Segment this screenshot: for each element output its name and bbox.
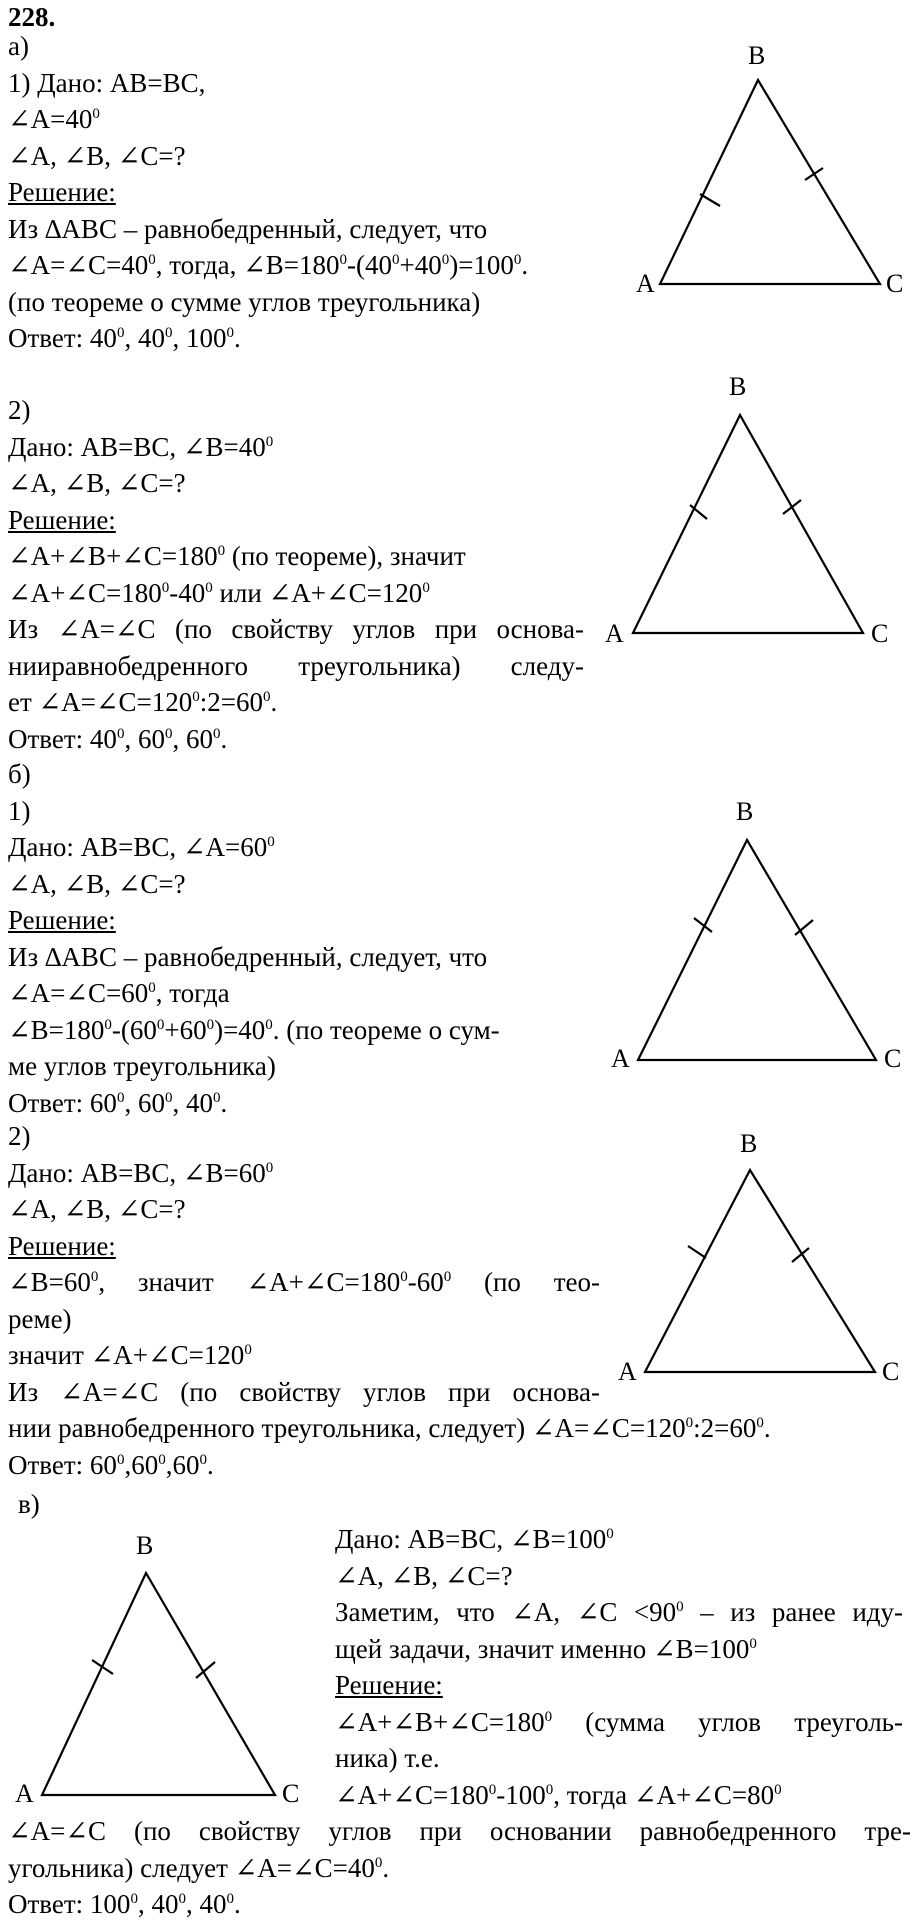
solution-line: нииравнобедренного треугольника) следу- <box>8 650 584 681</box>
solution-label: Решение: <box>8 177 116 207</box>
solution-line: ∠A=∠C (по свойству углов при основании равнобедренного тре- <box>8 1816 911 1846</box>
part-c-text-right <box>335 1521 903 1813</box>
given-line: Дано: AB=BC, $\angle B=60^0$ <box>8 1157 274 1188</box>
tick-mark-ab <box>688 1246 706 1258</box>
triangle-shape <box>660 80 880 284</box>
triangle-shape <box>633 415 863 633</box>
vertex-label-a: A <box>636 269 655 298</box>
solution-label: Решение: <box>8 504 116 535</box>
find-line: ∠A, ∠B, ∠C=? <box>8 140 186 171</box>
vertex-label-b: B <box>748 41 766 70</box>
given-line: Дано: AB=BC, $\angle B=100^0$ <box>335 1524 614 1554</box>
vertex-label-a: A <box>15 1779 34 1808</box>
vertex-label-c: C <box>871 619 889 648</box>
solution-label: Решение: <box>335 1670 443 1700</box>
solution-line: ет $\angle A=\angle C=120^0:2=60^0$. <box>8 687 278 717</box>
sub-label: 1) <box>8 795 31 826</box>
triangle-shape <box>638 840 876 1060</box>
vertex-label-c: C <box>882 1357 900 1386</box>
part-a-sub2-text <box>8 392 584 757</box>
part-b-sub2-text <box>8 1118 771 1483</box>
solution-line: Из ∆ABC – равнобедренный, следует, что <box>8 213 488 244</box>
solution-line: $\angle A+\angle C=180^0-40^0$ или $\angle A+\angle C=120^0$ <box>8 577 430 608</box>
solution-label: Решение: <box>8 1230 116 1261</box>
solution-line: (по теореме о сумме углов треугольника) <box>8 286 481 317</box>
answer-line: Ответ: $40^0$, $60^0$, $60^0$. <box>8 723 228 754</box>
solution-line: угольника) следует $\angle A=\angle C=40^0$. <box>8 1852 390 1883</box>
part-c-text-bottom <box>8 1813 911 1923</box>
part-a-label: а) <box>8 31 29 61</box>
vertex-label-c: C <box>282 1779 300 1808</box>
solution-line: $\angle B=60^0$, значит $\angle A+\angle C=180^0-60^0$ (по тео- <box>8 1267 600 1297</box>
answer-line: Ответ: $60^0$, $60^0$, $40^0$. <box>8 1087 228 1118</box>
solution-line: $\angle A+\angle B+\angle C=180^0$ (сумма углов треуголь- <box>335 1706 903 1737</box>
vertex-label-a: A <box>611 1044 630 1073</box>
solution-line: Из ∠A=∠C (по свойству углов при основа- <box>8 614 584 644</box>
solution-line: Из ∆ABC – равнобедренный, следует, что <box>8 941 488 972</box>
solution-line: $\angle A+\angle C=180^0-100^0$, тогда $\angle A+\angle C=80^0$ <box>335 1779 782 1810</box>
solution-line: $\angle A=\angle C=40^0$, тогда, $\angle B=180^0-(40^0+40^0)=100^0$. <box>8 250 529 280</box>
answer-line: Ответ: $60^0,60^0,60^0$. <box>8 1449 214 1480</box>
solution-label: Решение: <box>8 905 116 935</box>
triangle-diagram-3 <box>610 790 900 1080</box>
part-a-sub1-text <box>8 28 529 357</box>
part-b-label: б) <box>8 759 31 789</box>
vertex-label-a: A <box>618 1357 637 1386</box>
given-angle-line: $\angle A=40^0$ <box>8 104 100 134</box>
triangle-diagram-4 <box>620 1120 910 1390</box>
solution-line: Заметим, что ∠A, ∠C $<90^0$ – из ранее иду- <box>335 1597 903 1627</box>
find-line: ∠A, ∠B, ∠C=? <box>8 468 186 498</box>
solution-line: $\angle B=180^0-(60^0+60^0)=40^0$. (по теореме о сум- <box>8 1014 500 1045</box>
vertex-label-b: B <box>136 1531 154 1560</box>
solution-line: значит $\angle A+\angle C=120^0$ <box>8 1340 252 1370</box>
vertex-label-b: B <box>736 797 754 826</box>
answer-line: Ответ: $40^0$, $40^0$, $100^0$. <box>8 323 241 353</box>
find-line: ∠A, ∠B, ∠C=? <box>8 1194 186 1224</box>
triangle-shape <box>42 1573 275 1795</box>
answer-line: Ответ: $100^0$, $40^0$, $40^0$. <box>8 1889 241 1919</box>
tick-mark-bc <box>783 500 801 514</box>
find-line: ∠A, ∠B, ∠C=? <box>335 1560 513 1591</box>
vertex-label-b: B <box>740 1129 758 1158</box>
part-c-label: в) <box>18 1489 40 1519</box>
given-line: Дано: AB=BC, $\angle A=60^0$ <box>8 832 275 862</box>
tick-mark-ab <box>92 1660 113 1674</box>
tick-mark-bc <box>805 168 823 180</box>
sub-label: 2) <box>8 1121 31 1151</box>
solution-line: $\angle A=\angle C=60^0$, тогда <box>8 978 230 1008</box>
triangle-diagram-5 <box>10 1520 310 1810</box>
solution-line: нии равнобедренного треугольника, следует) $\angle A=\angle C=120^0:2=60^0$. <box>8 1413 771 1443</box>
solution-line: ме углов треугольника) <box>8 1051 276 1081</box>
vertex-label-b: B <box>729 372 747 401</box>
sub-label: 2) <box>8 395 31 425</box>
vertex-label-a: A <box>605 619 624 648</box>
find-line: ∠A, ∠B, ∠C=? <box>8 868 186 899</box>
problem-number: 228. <box>8 2 56 32</box>
vertex-label-c: C <box>884 1044 902 1073</box>
solution-line: реме) <box>8 1303 72 1334</box>
solution-line: $\angle A+\angle B+\angle C=180^0$ (по теореме), значит <box>8 541 466 571</box>
tick-mark-ab <box>700 194 720 206</box>
solution-line: Из ∠A=∠C (по свойству углов при основа- <box>8 1376 600 1407</box>
vertex-label-c: C <box>886 269 904 298</box>
part-b-sub1-text <box>8 756 592 1121</box>
triangle-diagram-1 <box>630 30 910 300</box>
triangle-diagram-2 <box>605 365 895 655</box>
solution-line: щей задачи, значит именно $\angle B=100^0$ <box>335 1633 757 1664</box>
given-line: Дано: AB=BC, $\angle B=40^0$ <box>8 431 274 462</box>
given-line: 1) Дано: AB=BC, <box>8 67 206 98</box>
triangle-shape <box>645 1170 875 1372</box>
solution-line: ника) т.е. <box>335 1743 440 1773</box>
